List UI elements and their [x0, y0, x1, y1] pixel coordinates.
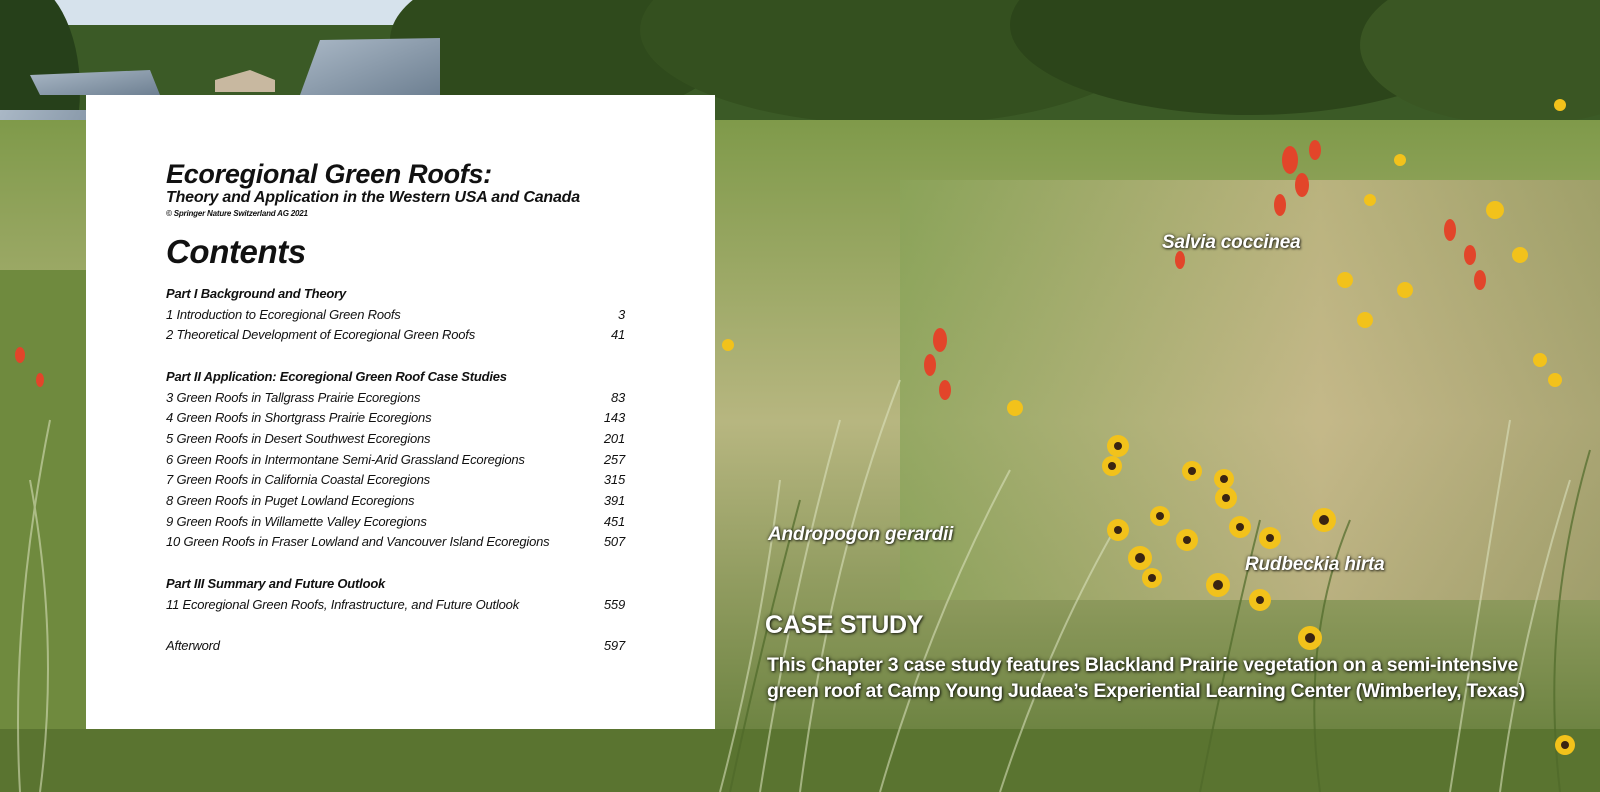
- chapter-title: 2 Theoretical Development of Ecoregional Green Roofs: [166, 327, 475, 343]
- chapter-page: 451: [603, 513, 625, 529]
- book-subtitle: Theory and Application in the Western USA and Canada: [166, 189, 580, 206]
- book-contents-panel: [86, 95, 715, 729]
- chapter-page: 315: [603, 472, 625, 488]
- chapter-title: 1 Introduction to Ecoregional Green Roofs: [166, 306, 401, 322]
- toc-entry: [166, 429, 625, 450]
- chapter-title: 8 Green Roofs in Puget Lowland Ecoregions: [166, 493, 415, 509]
- table-of-contents: [166, 284, 625, 657]
- toc-entry: [166, 512, 625, 533]
- case-study-title: CASE STUDY: [765, 611, 924, 639]
- chapter-page: 3: [617, 306, 625, 322]
- toc-entry: [166, 491, 625, 512]
- chapter-page: 201: [603, 430, 625, 446]
- chapter-page: 143: [603, 410, 625, 426]
- chapter-title: 3 Green Roofs in Tallgrass Prairie Ecoregions: [166, 389, 421, 405]
- part-title: Part III Summary and Future Outlook: [166, 575, 386, 591]
- toc-entry: [166, 408, 625, 429]
- salvia-coccinea-label: Salvia coccinea: [1162, 232, 1301, 253]
- chapter-title: 7 Green Roofs in California Coastal Ecoregions: [166, 472, 430, 488]
- toc-entry: [166, 450, 625, 471]
- chapter-title: 6 Green Roofs in Intermontane Semi-Arid Grassland Ecoregions: [166, 451, 525, 467]
- chapter-title: 10 Green Roofs in Fraser Lowland and Vancouver Island Ecoregions: [166, 534, 550, 550]
- toc-entry: [166, 532, 625, 553]
- chapter-title: 11 Ecoregional Green Roofs, Infrastructure, and Future Outlook: [166, 596, 519, 612]
- chapter-page: 83: [610, 389, 625, 405]
- rudbeckia-hirta-label: Rudbeckia hirta: [1245, 554, 1385, 575]
- toc-entry: [166, 388, 625, 409]
- chapter-page: 391: [603, 493, 625, 509]
- copyright-notice: © Springer Nature Switzerland AG 2021: [166, 209, 308, 218]
- chapter-title: 4 Green Roofs in Shortgrass Prairie Ecoregions: [166, 410, 432, 426]
- book-title: Ecoregional Green Roofs:: [166, 159, 492, 189]
- afterword-page: 597: [603, 637, 625, 653]
- toc-entry-afterword: [166, 636, 625, 657]
- toc-entry: [166, 595, 625, 616]
- chapter-title: 5 Green Roofs in Desert Southwest Ecoregions: [166, 430, 431, 446]
- chapter-title: 9 Green Roofs in Willamette Valley Ecoregions: [166, 513, 427, 529]
- chapter-page: 257: [603, 451, 625, 467]
- andropogon-gerardii-label: Andropogon gerardii: [768, 524, 954, 545]
- chapter-page: 41: [610, 327, 625, 343]
- chapter-page: 559: [603, 596, 625, 612]
- chapter-page: 507: [603, 534, 625, 550]
- part-title: Part II Application: Ecoregional Green Roof Case Studies: [166, 368, 507, 384]
- toc-entry: [166, 325, 625, 346]
- afterword-title: Afterword: [166, 637, 220, 653]
- toc-entry: [166, 305, 625, 326]
- contents-heading: Contents: [166, 233, 306, 270]
- part-title: Part I Background and Theory: [166, 286, 347, 301]
- toc-entry: [166, 470, 625, 491]
- case-study-description: This Chapter 3 case study features Blackland Prairie vegetation on a semi-intensive green roof at Camp Young Judaea’s Experiential Learning Center (Wimberley, Texas): [767, 654, 1525, 702]
